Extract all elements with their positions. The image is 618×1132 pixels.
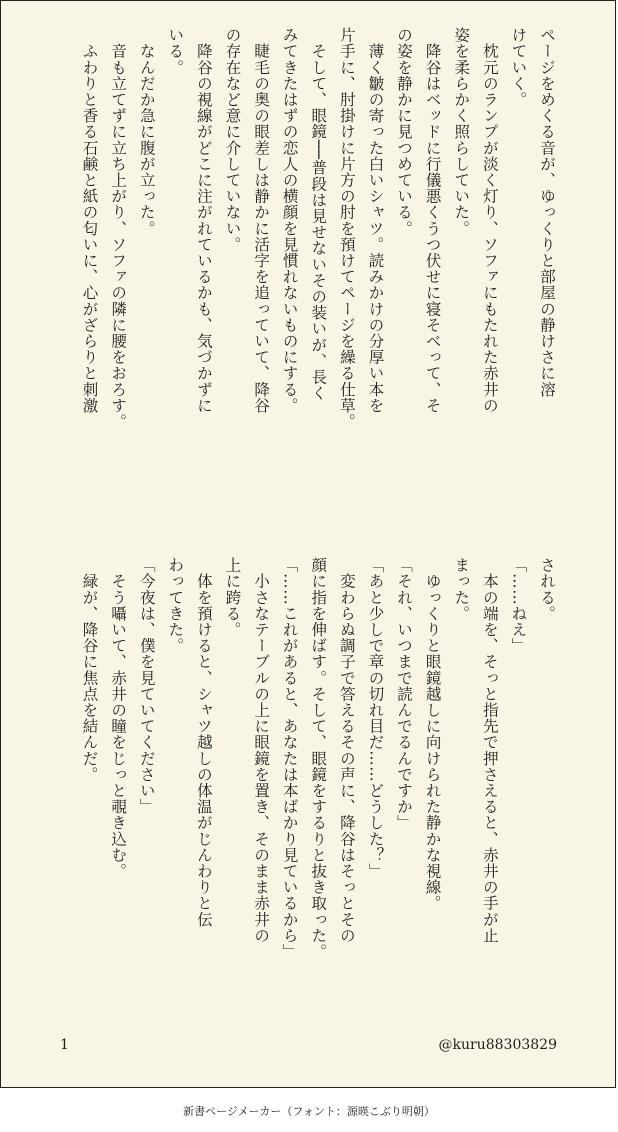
author-handle: @kuru88303829 (438, 1037, 557, 1053)
text-line: 小さなテーブルの上に眼鏡を置き、そのまま赤井の (252, 557, 271, 944)
text-line: の存在など意に介していない。 (223, 27, 242, 253)
text-line: 片手に、肘掛けに片方の肘を預けてページを繰る仕草。 (337, 27, 356, 430)
text-line: 「今夜は、僕を見ていてください」 (137, 557, 156, 815)
text-line: 「それ、いつまで読んでるんですか」 (395, 557, 414, 831)
text-line: いる。 (166, 27, 185, 76)
text-line: 「……ねえ」 (509, 557, 528, 654)
text-line: ゆっくりと眼鏡越しに向けられた静かな視線。 (423, 557, 442, 912)
text-line: 「あと少しで章の切れ目だ……どうした？」 (366, 557, 385, 879)
text-line: 降谷の視線がどこに注がれているかも、気づかずに (194, 27, 213, 414)
text-line: そう囁いて、赤井の瞳をじっと覗き込む。 (109, 557, 128, 879)
text-line: 「……これがあると、あなたは本ばかり見ているから」 (280, 557, 299, 960)
text-line: 顔に指を伸ばす。そして、眼鏡をするりと抜き取った。 (309, 557, 328, 960)
page-number: 1 (60, 1037, 69, 1053)
text-block-bottom (75, 557, 561, 1027)
text-line: される。 (538, 557, 556, 622)
text-line: なんだか急に腹が立った。 (137, 27, 156, 237)
text-line: けていく。 (509, 27, 528, 108)
text-line: 薄く皺の寄った白いシャツ。読みかけの分厚い本を (366, 27, 385, 414)
text-line: ページをめくる音が、ゆっくりと部屋の静けさに溶 (538, 27, 556, 398)
text-line: 上に跨る。 (223, 557, 242, 638)
text-line: まった。 (452, 557, 471, 622)
generator-caption: 新書ページメーカー（フォント：源暎こぶり明朝） (183, 1105, 435, 1118)
text-line: ふわりと香る石鹸と紙の匂いに、心がざらりと刺激 (80, 27, 99, 414)
text-line: みてきたはずの恋人の横顔を見慣れないものにする。 (280, 27, 299, 414)
text-line: 本の端を、そっと指先で押さえると、赤井の手が止 (480, 557, 499, 944)
text-line: 音も立てずに立ち上がり、ソファの隣に腰をおろす。 (109, 27, 128, 430)
text-line: わってきた。 (166, 557, 185, 654)
text-line: そして、眼鏡──普段は見せないその装いが、長く (309, 27, 328, 402)
text-line: 枕元のランプが淡く灯り、ソファにもたれた赤井の (480, 27, 499, 414)
text-line: 睫毛の奥の眼差しは静かに活字を追っていて、降谷 (252, 27, 271, 414)
text-line: 緑が、降谷に焦点を結んだ。 (80, 557, 99, 783)
text-line: の姿を静かに見つめている。 (395, 27, 414, 237)
text-line: 変わらぬ調子で答えるその声に、降谷はそっとその (337, 557, 356, 944)
text-line: 体を預けると、シャツ越しの体温がじんわりと伝 (194, 557, 213, 928)
text-line: 降谷はベッドに行儀悪くうつ伏せに寝そべって、そ (423, 27, 442, 414)
text-block-top (75, 27, 561, 547)
text-line: 姿を柔らかく照らしていた。 (452, 27, 471, 237)
